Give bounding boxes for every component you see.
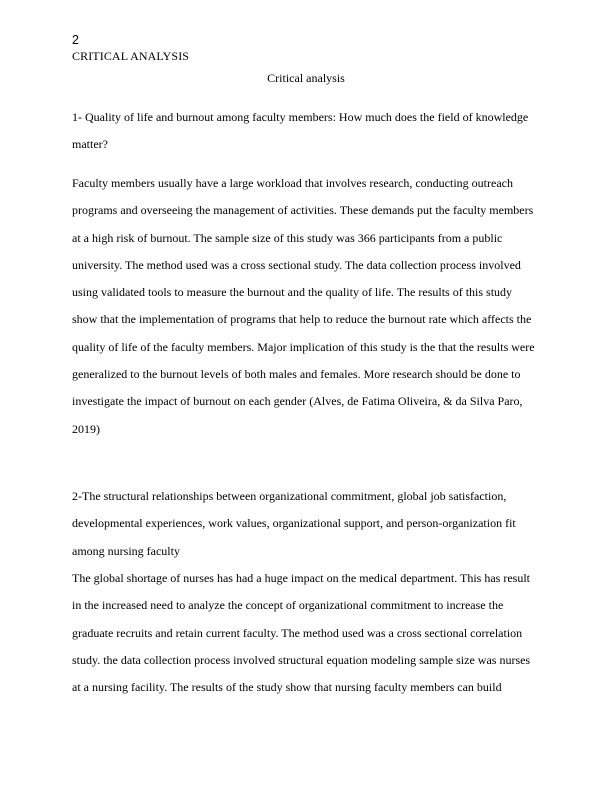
heading-line: matter? (72, 137, 108, 152)
body-line: quality of life of the faculty members. Major implication of this study is the that the results were (72, 339, 535, 354)
running-head: CRITICAL ANALYSIS (72, 49, 190, 63)
document-title: Critical analysis (267, 71, 345, 85)
body-line: university. The method used was a cross sectional study. The data collection process involved (72, 257, 521, 272)
section-2-body (72, 571, 542, 707)
body-line: The global shortage of nurses has had a huge impact on the medical department. This has result (72, 571, 530, 585)
section-2-heading (72, 489, 542, 571)
heading-line: 2-The structural relationships between organizational commitment, global job satisfaction, (72, 489, 507, 503)
body-line: graduate recruits and retain current faculty. The method used was a cross sectional correlation (72, 625, 523, 640)
heading-line: among nursing faculty (72, 543, 180, 558)
body-line: 2019) (72, 421, 100, 436)
body-line: investigate the impact of burnout on each gender (Alves, de Fatima Oliveira, & da Silva Paro, (72, 394, 523, 409)
body-line: programs and overseeing the management of activities. These demands put the faculty members (72, 203, 534, 218)
body-line: in the increased need to analyze the concept of organizational commitment to increase the (72, 598, 504, 613)
body-line: generalized to the burnout levels of both males and females. More research should be done to (72, 367, 521, 382)
body-line: study. the data collection process involved structural equation modeling sample size was nurses (72, 652, 531, 667)
body-line: Faculty members usually have a large workload that involves research, conducting outreach (72, 176, 513, 190)
body-line: show that the implementation of programs that help to reduce the burnout rate which affects the (72, 312, 532, 327)
heading-line: 1- Quality of life and burnout among faculty members: How much does the field of knowledge (72, 110, 529, 124)
section-1-body (72, 176, 542, 449)
heading-line: developmental experiences, work values, organizational support, and person-organization fit (72, 516, 516, 531)
section-1-heading (72, 110, 542, 165)
page-number: 2 (72, 33, 79, 47)
body-line: at a nursing facility. The results of the study show that nursing faculty members can build (72, 680, 502, 695)
body-line: at a high risk of burnout. The sample size of this study was 366 participants from a public (72, 230, 503, 245)
body-line: using validated tools to measure the burnout and the quality of life. The results of this study (72, 285, 513, 300)
